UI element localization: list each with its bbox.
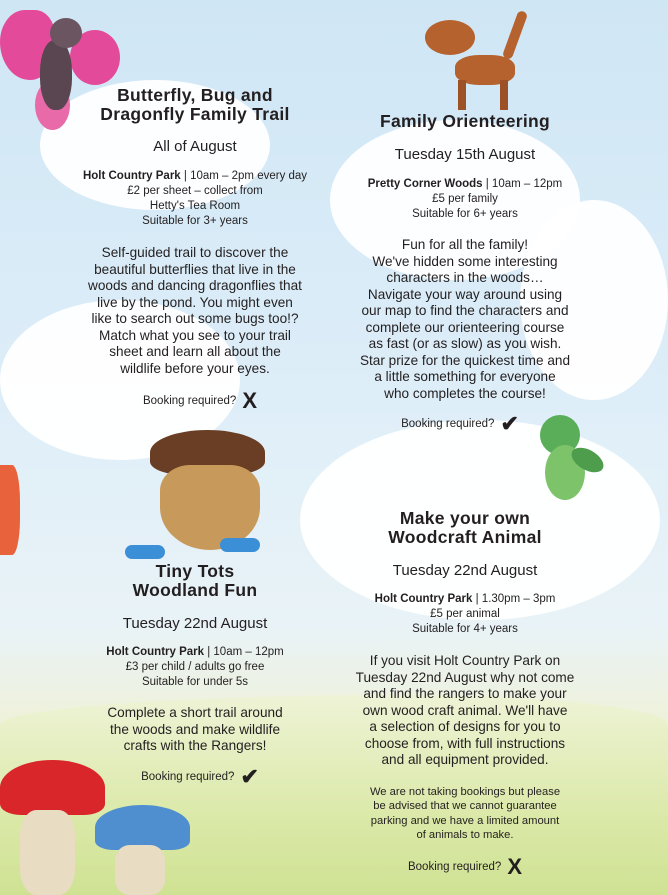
text-line: a selection of designs for you to — [369, 719, 561, 734]
event-description — [330, 237, 600, 402]
text-line: woods and dancing dragonflies that — [88, 278, 302, 293]
event-location: Holt Country Park — [106, 646, 205, 658]
event-description — [60, 705, 330, 755]
text-line: Complete a short trail around — [107, 705, 283, 720]
text-line: and find the rangers to make your — [363, 686, 567, 701]
checkmark-icon: ✔ — [500, 411, 519, 436]
text-line: £5 per animal — [430, 608, 500, 620]
acorn-illustration — [105, 420, 265, 560]
text-line: Suitable for under 5s — [141, 676, 249, 688]
event-description — [330, 653, 600, 769]
event-family-orienteering — [330, 112, 600, 434]
event-date: All of August — [153, 138, 237, 155]
booking-label: Booking required? — [142, 395, 237, 407]
title-line: Woodland Fun — [132, 580, 258, 600]
text-line: Tuesday 22nd August why not come — [355, 669, 575, 685]
event-note — [330, 785, 600, 843]
title-line: Butterfly, Bug and — [117, 85, 273, 105]
title-line: Make your own — [399, 508, 531, 528]
booking-label: Booking required? — [141, 770, 235, 783]
checkmark-icon: ✔ — [240, 763, 259, 789]
text-line: Hetty's Tea Room — [149, 200, 241, 212]
text-line: wildlife before your eyes. — [120, 360, 270, 376]
text-line: of animals to make. — [416, 829, 514, 841]
event-time: | 1.30pm – 3pm — [472, 593, 556, 605]
event-title — [60, 86, 330, 124]
text-line: crafts with the Rangers! — [123, 738, 267, 753]
text-line: Suitable for 3+ years — [142, 215, 248, 227]
title-line: Tiny Tots — [155, 561, 235, 581]
starfish-illustration — [0, 465, 20, 555]
event-details — [60, 645, 330, 690]
text-line: like to search out some bugs too!? — [91, 311, 299, 326]
text-line: characters in the woods… — [386, 270, 544, 285]
title-line: Family Orienteering — [379, 111, 551, 131]
text-line: beautiful butterflies that live in the — [94, 261, 296, 277]
text-line: parking and we have a limited amount — [370, 814, 560, 827]
text-line: a little something for everyone — [374, 369, 556, 384]
text-line: Fun for all the family! — [401, 237, 529, 252]
event-time: | 10am – 2pm every day — [180, 170, 308, 182]
text-line: We are not taking bookings but please — [369, 785, 561, 798]
text-line: and all equipment provided. — [381, 752, 549, 767]
event-location: Holt Country Park — [374, 593, 473, 605]
text-line: who completes the course! — [384, 385, 546, 401]
event-details — [60, 169, 330, 229]
text-line: sheet and learn all about the — [109, 344, 281, 359]
text-line: Suitable for 4+ years — [412, 623, 518, 635]
text-line: choose from, with full instructions — [364, 735, 566, 751]
event-date: Tuesday 22nd August — [392, 562, 538, 579]
text-line: our map to find the characters and — [361, 303, 569, 318]
text-line: Self-guided trail to discover the — [101, 245, 289, 260]
event-title — [60, 562, 330, 600]
event-details — [330, 177, 600, 222]
event-butterfly-trail — [60, 86, 330, 411]
event-date: Tuesday 15th August — [394, 146, 536, 163]
title-line: Dragonfly Family Trail — [100, 104, 290, 124]
text-line: the woods and make wildlife — [109, 721, 280, 737]
text-line: Match what you see to your trail — [99, 327, 291, 343]
event-title — [330, 112, 600, 131]
booking-status — [320, 411, 600, 436]
dog-illustration — [425, 10, 535, 110]
booking-status — [70, 388, 330, 413]
event-details — [330, 592, 600, 637]
event-location: Pretty Corner Woods — [367, 178, 483, 190]
booking-label: Booking required? — [401, 418, 495, 430]
event-tiny-tots — [60, 562, 330, 787]
event-woodcraft-animal — [330, 509, 600, 877]
text-line: If you visit Holt Country Park on — [369, 653, 561, 668]
booking-status — [70, 763, 330, 789]
text-line: complete our orienteering course — [365, 319, 565, 335]
text-line: £2 per sheet – collect from — [127, 185, 263, 197]
text-line: live by the pond. You might even — [97, 294, 293, 310]
title-line: Woodcraft Animal — [388, 527, 542, 547]
text-line: be advised that we cannot guarantee — [373, 800, 557, 812]
text-line: We've hidden some interesting — [372, 253, 558, 269]
event-date: Tuesday 22nd August — [122, 615, 268, 632]
booking-status — [330, 853, 600, 879]
event-description — [60, 245, 330, 377]
text-line: Star prize for the quickest time and — [359, 352, 571, 368]
text-line: as fast (or as slow) as you wish. — [368, 336, 562, 351]
text-line: £3 per child / adults go free — [125, 661, 265, 673]
cross-icon: X — [242, 388, 258, 413]
cross-icon: X — [507, 853, 523, 879]
event-title — [330, 509, 600, 547]
event-time: | 10am – 12pm — [204, 646, 284, 658]
event-location: Holt Country Park — [82, 170, 181, 182]
text-line: Suitable for 6+ years — [412, 208, 518, 220]
text-line: Navigate your way around using — [367, 286, 563, 302]
event-time: | 10am – 12pm — [482, 178, 563, 190]
booking-label: Booking required? — [407, 860, 502, 873]
text-line: £5 per family — [432, 193, 498, 205]
text-line: own wood craft animal. We'll have — [362, 702, 568, 718]
